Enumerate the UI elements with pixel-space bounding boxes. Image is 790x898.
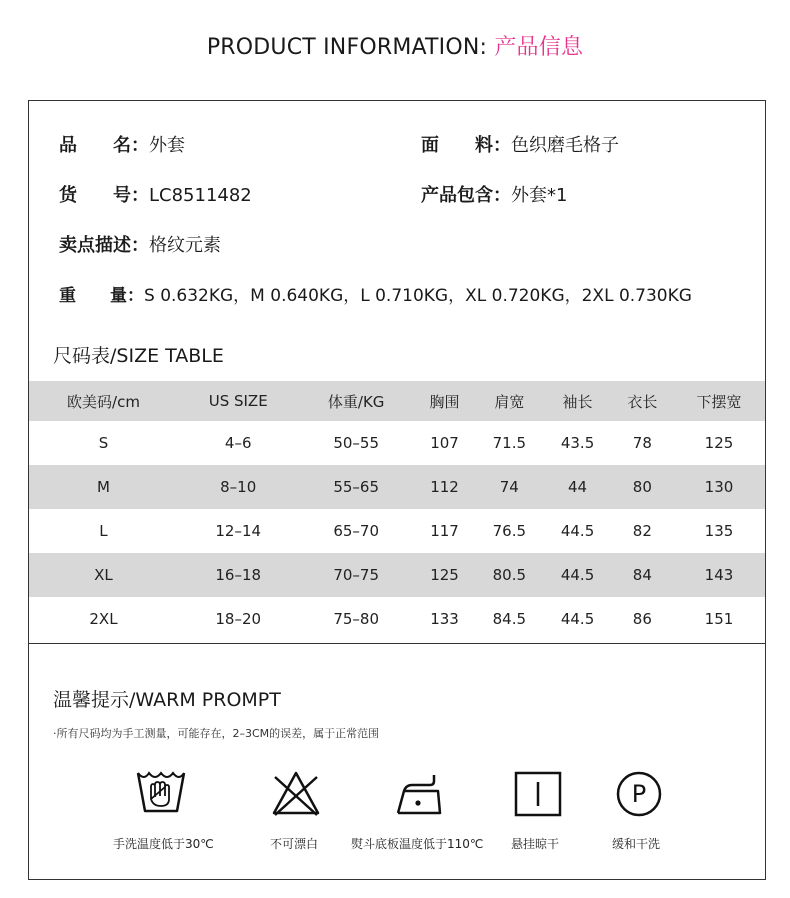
header-cell: 胸围: [429, 392, 460, 411]
hand-wash-icon: [136, 769, 186, 819]
table-cell: 50–55: [333, 434, 379, 452]
info-fabric-label: 面 料：: [421, 135, 511, 156]
info-contents-value: 外套*1: [511, 185, 568, 206]
table-cell: 130: [704, 478, 734, 496]
info-selling-row: [59, 231, 221, 257]
table-cell: 117: [430, 522, 459, 540]
info-fabric-row: [421, 131, 619, 157]
table-cell: 44: [568, 478, 588, 496]
table-cell: 71.5: [492, 434, 527, 452]
table-cell: 18–20: [215, 610, 262, 628]
table-cell: L: [99, 522, 108, 540]
no-bleach-icon: [271, 769, 321, 819]
table-cell: 80: [632, 478, 652, 496]
measurement-note: ·所有尺码均为手工测量，可能存在，2–3CM的误差，属于正常范围: [53, 727, 380, 740]
table-cell: 151: [704, 610, 734, 628]
table-cell: M: [97, 478, 110, 496]
care-label-no-bleach: 不可漂白: [270, 837, 319, 851]
table-cell: 125: [704, 434, 734, 452]
header-cell: 袖长: [562, 392, 593, 411]
table-row: [29, 509, 765, 553]
header-cell: 下摆宽: [696, 392, 742, 411]
table-cell: 84: [632, 566, 652, 584]
table-cell: 75–80: [333, 610, 379, 628]
header-cell: 欧美码/cm: [67, 392, 140, 411]
table-cell: 44.5: [560, 610, 595, 628]
table-cell: XL: [94, 566, 113, 584]
table-cell: 82: [632, 522, 652, 540]
table-cell: 2XL: [89, 610, 118, 628]
table-row: [29, 421, 765, 465]
table-cell: 78: [632, 434, 652, 452]
table-cell: 43.5: [560, 434, 595, 452]
header-cell: 衣长: [627, 392, 658, 411]
size-table-header-row: [29, 381, 765, 421]
table-cell: 143: [704, 566, 734, 584]
table-cell: 125: [430, 566, 459, 584]
table-row: [29, 553, 765, 597]
table-cell: 12–14: [215, 522, 262, 540]
care-label-hand-wash: 手洗温度低于30℃: [113, 837, 214, 851]
size-table-title: 尺码表/SIZE TABLE: [53, 345, 224, 367]
info-selling-label: 卖点描述：: [59, 235, 149, 256]
care-label-iron: 熨斗底板温度低于110℃: [351, 837, 484, 851]
table-cell: 135: [704, 522, 734, 540]
table-cell: 16–18: [215, 566, 262, 584]
table-divider: [29, 643, 765, 644]
header-cell: 肩宽: [494, 392, 525, 411]
table-cell: 4–6: [224, 434, 252, 452]
table-cell: 76.5: [492, 522, 527, 540]
size-table: [29, 381, 765, 641]
info-fabric-value: 色织磨毛格子: [511, 135, 619, 156]
info-weight-label: 重 量：: [59, 286, 144, 306]
info-contents-row: [421, 181, 567, 207]
page-header: [0, 30, 790, 61]
info-sku-value: LC8511482: [149, 185, 252, 206]
svg-text:P: P: [631, 780, 647, 808]
header-title-cn: 产品信息: [494, 35, 584, 60]
table-row: [29, 465, 765, 509]
info-selling-value: 格纹元素: [149, 235, 221, 256]
table-cell: S: [98, 434, 109, 452]
table-cell: 65–70: [333, 522, 379, 540]
header-cell: 体重/KG: [327, 392, 385, 411]
table-cell: 70–75: [333, 566, 379, 584]
info-name-value: 外套: [149, 135, 185, 156]
hang-dry-icon: [513, 769, 563, 819]
table-cell: 133: [430, 610, 459, 628]
care-label-hang-dry: 悬挂晾干: [511, 837, 560, 851]
table-cell: 86: [632, 610, 652, 628]
table-cell: 107: [430, 434, 459, 452]
table-row: [29, 597, 765, 641]
table-cell: 44.5: [560, 566, 595, 584]
info-sku-row: [59, 181, 252, 207]
iron-icon: [394, 769, 444, 819]
product-info-panel: [28, 100, 766, 880]
header-cell: US SIZE: [208, 392, 268, 410]
dry-clean-p-icon: [614, 769, 664, 819]
info-weight-row: [59, 281, 692, 306]
info-name-row: [59, 131, 185, 157]
table-cell: 8–10: [220, 478, 257, 496]
table-cell: 112: [430, 478, 459, 496]
table-cell: 80.5: [492, 566, 527, 584]
header-title-en: PRODUCT INFORMATION:: [206, 35, 488, 60]
info-contents-label: 产品包含：: [421, 185, 511, 206]
table-cell: 84.5: [492, 610, 527, 628]
info-sku-label: 货 号：: [59, 185, 149, 206]
table-cell: 74: [499, 478, 519, 496]
info-name-label: 品 名：: [59, 135, 149, 156]
info-weight-value: S 0.632KG，M 0.640KG，L 0.710KG，XL 0.720KG，2XL 0.730KG: [144, 286, 692, 306]
warm-prompt-title: 温馨提示/WARM PROMPT: [53, 689, 281, 711]
table-cell: 55–65: [333, 478, 379, 496]
table-cell: 44.5: [560, 522, 595, 540]
care-label-dry-clean: 缓和干洗: [612, 837, 661, 851]
